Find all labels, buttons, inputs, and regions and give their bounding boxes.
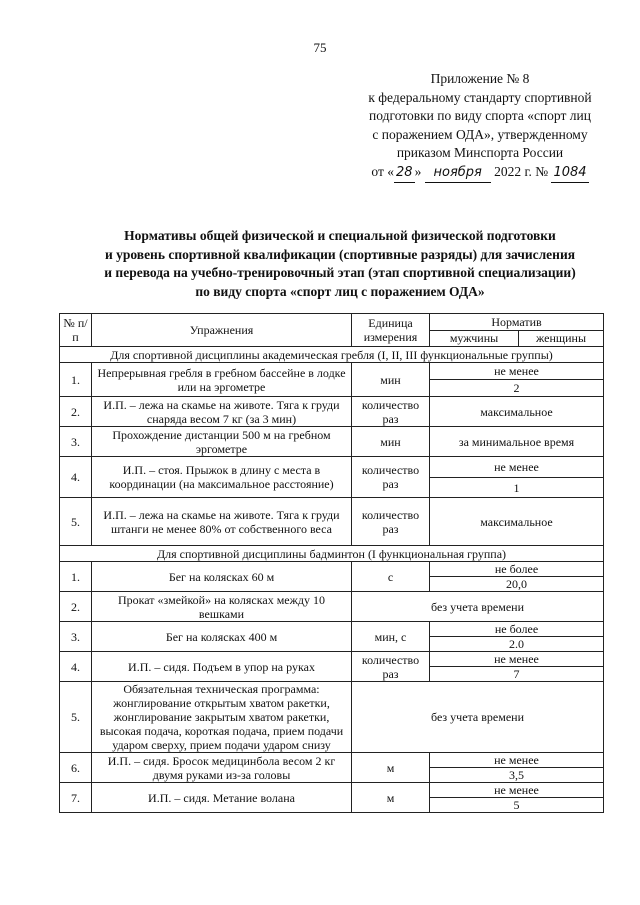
table-row xyxy=(60,622,604,637)
table-row xyxy=(60,397,604,427)
page-number: 75 xyxy=(313,40,327,55)
title-line: Нормативы общей физической и специальной физической подготовки xyxy=(124,228,556,243)
appendix-line: к федеральному стандарту спортивной xyxy=(368,89,592,105)
table-row xyxy=(60,783,604,798)
header-num: № п/п xyxy=(60,314,92,347)
header-norm: Норматив xyxy=(430,314,604,331)
norm-qualifier: не менее xyxy=(430,783,604,798)
order-date-line xyxy=(330,163,630,184)
norm-value: 20,0 xyxy=(430,577,604,592)
norm-value: 2.0 xyxy=(430,637,604,652)
row-number: 4. xyxy=(60,457,92,498)
exercise-name: Бег на колясках 400 м xyxy=(92,622,352,652)
norm-qualifier: не менее xyxy=(430,457,604,478)
norm-value: за минимальное время xyxy=(430,427,604,457)
exercise-name: И.П. – сидя. Подъем в упор на руках xyxy=(92,652,352,682)
table-row xyxy=(60,753,604,768)
section-title: Для спортивной дисциплины бадминтон (I функциональная группа) xyxy=(60,546,604,562)
norm-value: максимальное xyxy=(430,397,604,427)
appendix-header xyxy=(330,70,630,183)
exercise-name: И.П. – стоя. Прыжок в длину с места в координации (на максимальное расстояние) xyxy=(92,457,352,498)
row-number: 6. xyxy=(60,753,92,783)
handwritten-day: 28 xyxy=(394,164,415,184)
table-row xyxy=(60,652,604,667)
exercise-name: Прокат «змейкой» на колясках между 10 вешками xyxy=(92,592,352,622)
appendix-line: подготовки по виду спорта «спорт лиц xyxy=(369,108,591,123)
title-line: и перевода на учебно-тренировочный этап (этап спортивной специализации) xyxy=(104,265,576,280)
title-line: по виду спорта «спорт лиц с поражением ОДА» xyxy=(195,283,485,299)
table-row xyxy=(60,363,604,380)
document-title xyxy=(60,227,620,301)
unit-cell: мин, с xyxy=(352,622,430,652)
norm-value: 1 xyxy=(430,478,604,498)
section-row xyxy=(60,347,604,363)
table-row xyxy=(60,682,604,753)
appendix-title: Приложение № 8 xyxy=(430,71,530,86)
section-row xyxy=(60,546,604,562)
norms-table xyxy=(59,313,604,813)
norm-merged: без учета времени xyxy=(352,682,604,753)
exercise-name: Прохождение дистанции 500 м на гребном эргометре xyxy=(92,427,352,457)
row-number: 5. xyxy=(60,498,92,546)
norms-table-body xyxy=(60,314,604,813)
norm-qualifier: не более xyxy=(430,562,604,577)
row-number: 2. xyxy=(60,592,92,622)
exercise-name: Бег на колясках 60 м xyxy=(92,562,352,592)
row-number: 5. xyxy=(60,682,92,753)
year-text: 2022 г. № xyxy=(494,163,549,179)
unit-cell: мин xyxy=(352,427,430,457)
unit-cell: м xyxy=(352,753,430,783)
row-number: 4. xyxy=(60,652,92,682)
unit-cell: количество раз xyxy=(352,457,430,498)
table-row xyxy=(60,427,604,457)
table-row xyxy=(60,498,604,546)
norm-value: 3,5 xyxy=(430,768,604,783)
table-row xyxy=(60,562,604,577)
norm-value: 2 xyxy=(430,380,604,397)
table-row xyxy=(60,457,604,478)
norm-value: 5 xyxy=(430,798,604,813)
date-prefix: от « xyxy=(371,163,395,179)
header-unit: Единица измерения xyxy=(352,314,430,347)
norm-qualifier: не более xyxy=(430,622,604,637)
norm-value: максимальное xyxy=(430,498,604,546)
row-number: 1. xyxy=(60,363,92,397)
norm-merged: без учета времени xyxy=(352,592,604,622)
unit-cell: количество раз xyxy=(352,397,430,427)
unit-cell: с xyxy=(352,562,430,592)
date-mid: » xyxy=(414,163,422,179)
handwritten-month: ноября xyxy=(425,164,491,184)
exercise-name: И.П. – сидя. Метание волана xyxy=(92,783,352,813)
table-row xyxy=(60,592,604,622)
row-number: 2. xyxy=(60,397,92,427)
norm-qualifier: не менее xyxy=(430,652,604,667)
header-men: мужчины xyxy=(430,330,519,347)
row-number: 3. xyxy=(60,622,92,652)
appendix-line: приказом Минспорта России xyxy=(396,145,564,160)
table-header-row xyxy=(60,314,604,331)
title-line: и уровень спортивной квалификации (спортивные разряды) для зачисления xyxy=(104,246,576,262)
unit-cell: количество раз xyxy=(352,498,430,546)
exercise-name: Обязательная техническая программа: жонглирование открытым хватом ракетки, жонглирование закрытым хватом ракетки, высокая подача, короткая подача, прием подачи ударом сверху, прием подачи ударом снизу xyxy=(92,682,352,753)
header-women: женщины xyxy=(519,330,604,347)
unit-cell: количество раз xyxy=(352,652,430,682)
appendix-line: с поражением ОДА», утвержденному xyxy=(372,126,588,142)
unit-cell: м xyxy=(352,783,430,813)
handwritten-order-number: 1084 xyxy=(551,164,588,184)
exercise-name: И.П. – лежа на скамье на животе. Тяга к груди снаряда весом 7 кг (за 3 мин) xyxy=(92,397,352,427)
section-title: Для спортивной дисциплины академическая гребля (I, II, III функциональные группы) xyxy=(60,347,604,363)
row-number: 1. xyxy=(60,562,92,592)
exercise-name: И.П. – лежа на скамье на животе. Тяга к груди штанги не менее 80% от собственного веса xyxy=(92,498,352,546)
row-number: 3. xyxy=(60,427,92,457)
exercise-name: Непрерывная гребля в гребном бассейне в лодке или на эргометре xyxy=(92,363,352,397)
header-exercise: Упражнения xyxy=(92,314,352,347)
unit-cell: мин xyxy=(352,363,430,397)
exercise-name: И.П. – сидя. Бросок медицинбола весом 2 кг двумя руками из-за головы xyxy=(92,753,352,783)
row-number: 7. xyxy=(60,783,92,813)
norm-qualifier: не менее xyxy=(430,753,604,768)
norm-qualifier: не менее xyxy=(430,363,604,380)
norm-value: 7 xyxy=(430,667,604,682)
